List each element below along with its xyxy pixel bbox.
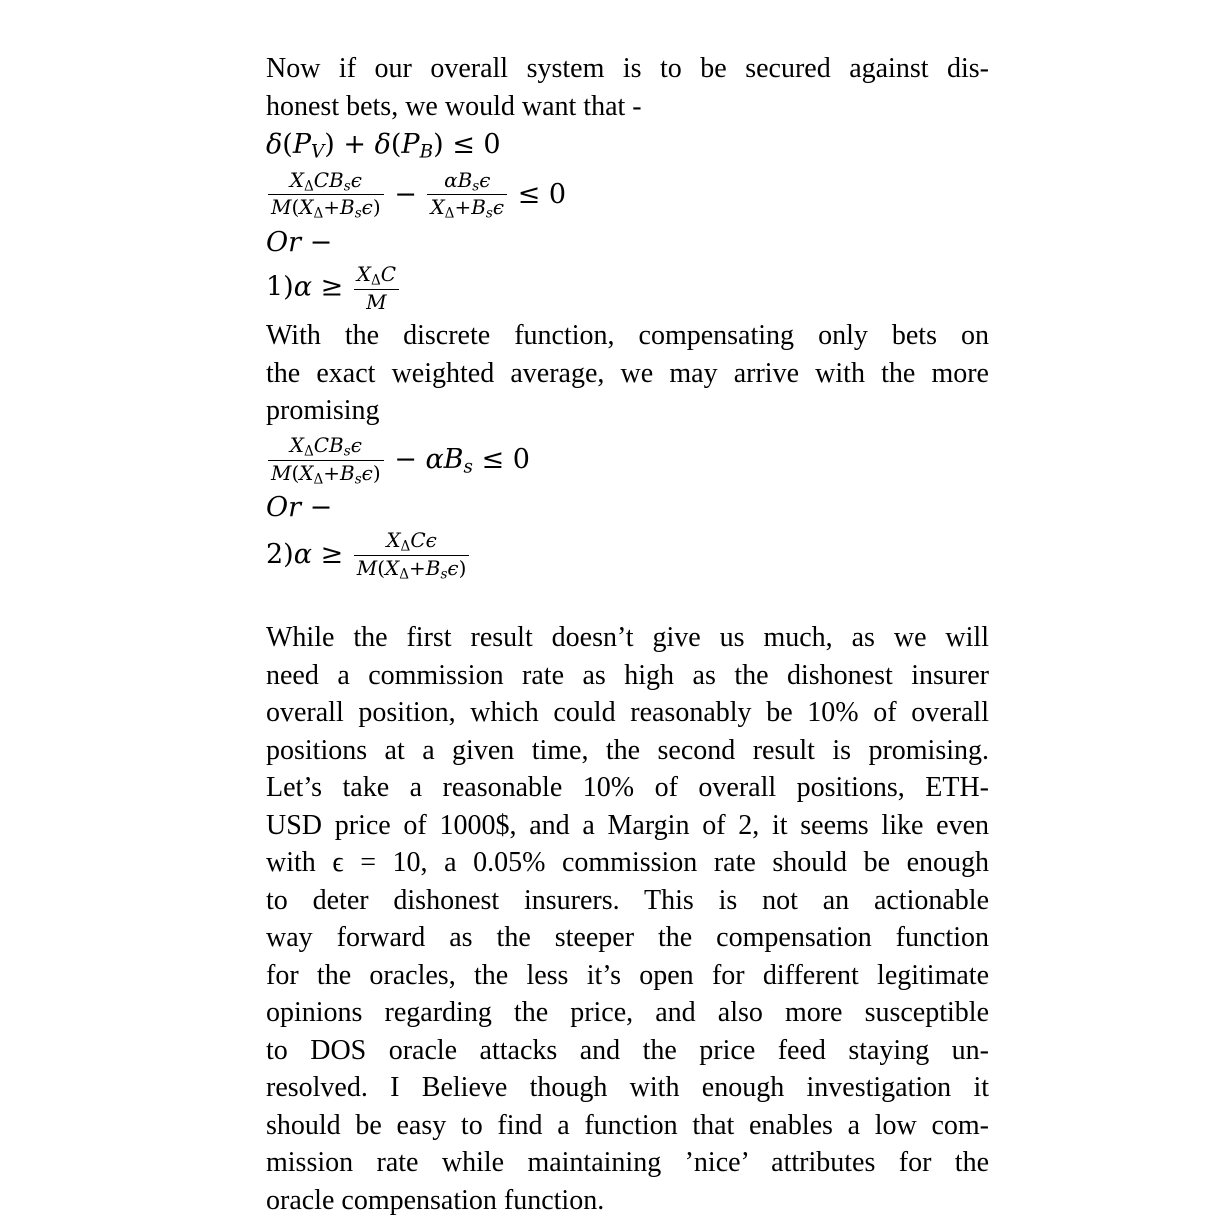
math-run: − bbox=[301, 226, 333, 258]
formula-block bbox=[266, 128, 989, 314]
fraction bbox=[354, 529, 470, 582]
math-run: ( bbox=[390, 129, 402, 160]
math-run: + bbox=[454, 195, 472, 220]
math-run: − bbox=[385, 444, 426, 476]
math-run: CB bbox=[313, 432, 344, 457]
math-run: 2) bbox=[266, 539, 294, 571]
fraction-denominator bbox=[354, 555, 470, 583]
text-line: to deter dishonest insurers. This is not an actionable bbox=[266, 884, 989, 916]
math-subscript: s bbox=[463, 456, 473, 478]
math-run: ≤ 0 bbox=[472, 444, 530, 476]
text-line: for the oracles, the less it’s open for different legitimate bbox=[266, 959, 989, 991]
math-run: M bbox=[366, 290, 387, 315]
fraction bbox=[268, 434, 384, 487]
math-run: P bbox=[292, 129, 311, 160]
formula-line bbox=[266, 168, 989, 223]
math-subscript: Δ bbox=[313, 205, 324, 222]
math-subscript: Δ bbox=[303, 443, 314, 460]
math-run: + bbox=[323, 460, 341, 485]
math-run: Or bbox=[266, 492, 302, 524]
math-run: ( bbox=[377, 555, 385, 580]
math-subscript: s bbox=[472, 177, 480, 194]
math-subscript: Δ bbox=[399, 565, 410, 582]
text-line: need a commission rate as high as the dishonest insurer bbox=[266, 659, 989, 691]
math-run: Or bbox=[266, 226, 302, 258]
math-run: C bbox=[380, 262, 397, 287]
math-run: B bbox=[425, 555, 441, 580]
math-subscript: s bbox=[354, 470, 362, 487]
text-line: mission rate while maintaining ’nice’ attributes for the bbox=[266, 1147, 989, 1179]
text-column bbox=[266, 50, 989, 1219]
math-run: ϵ bbox=[479, 167, 491, 192]
math-run: B bbox=[340, 460, 355, 485]
math-subscript: Δ bbox=[313, 470, 324, 487]
math-run: M bbox=[271, 195, 292, 220]
text-line: With the discrete function, compensating only bets on bbox=[266, 320, 989, 352]
math-subscript: s bbox=[440, 565, 448, 582]
formula-line bbox=[266, 262, 989, 314]
fraction-numerator bbox=[354, 263, 399, 289]
math-subscript: s bbox=[343, 177, 351, 194]
math-subscript: Δ bbox=[303, 177, 314, 194]
math-run: X bbox=[299, 460, 314, 485]
math-run: ≥ bbox=[311, 271, 352, 303]
math-run: X bbox=[386, 527, 401, 552]
math-run: ( bbox=[282, 129, 293, 160]
math-run: − bbox=[301, 492, 333, 524]
math-run: ≤ 0 bbox=[509, 178, 567, 210]
math-run: ) bbox=[458, 555, 467, 580]
math-run: M bbox=[356, 555, 378, 580]
text-line: overall position, which could reasonably be 10% of overall bbox=[266, 697, 989, 729]
math-run: ϵ bbox=[492, 195, 505, 220]
math-run: CB bbox=[313, 167, 344, 192]
text-line: opinions regarding the price, and also more susceptible bbox=[266, 997, 989, 1029]
math-run: ) bbox=[433, 129, 444, 160]
math-subscript: Δ bbox=[370, 272, 381, 289]
math-run: ϵ bbox=[361, 195, 373, 220]
math-run: ) bbox=[324, 129, 335, 160]
math-run: ) bbox=[372, 195, 381, 220]
math-run: α bbox=[293, 539, 312, 571]
text-line: positions at a given time, the second result is promising. bbox=[266, 734, 989, 766]
math-run: αB bbox=[444, 167, 473, 192]
math-run: ϵ bbox=[361, 460, 373, 485]
fraction-numerator bbox=[354, 529, 470, 555]
fraction-numerator bbox=[268, 434, 384, 460]
math-run: X bbox=[289, 167, 304, 192]
math-run: X bbox=[385, 555, 400, 580]
math-run: P bbox=[401, 129, 420, 160]
math-run: X bbox=[289, 432, 304, 457]
text-line: way forward as the steeper the compensation function bbox=[266, 922, 989, 954]
math-run: ϵ bbox=[350, 167, 362, 192]
math-run: + bbox=[334, 129, 375, 160]
math-run: X bbox=[356, 262, 371, 287]
math-run: + bbox=[409, 555, 426, 580]
formula-line bbox=[266, 528, 989, 583]
math-subscript: s bbox=[343, 443, 351, 460]
math-run: ϵ bbox=[350, 432, 362, 457]
math-run: ≥ bbox=[311, 539, 352, 571]
fraction-numerator bbox=[427, 169, 507, 195]
fraction-denominator bbox=[427, 194, 507, 222]
fraction-denominator bbox=[268, 460, 384, 488]
math-run: M bbox=[271, 460, 292, 485]
math-run: δ bbox=[374, 129, 391, 160]
math-run: C bbox=[410, 527, 426, 552]
text-line: honest bets, we would want that - bbox=[266, 90, 642, 122]
math-run: + bbox=[323, 195, 341, 220]
math-run: ϵ bbox=[447, 555, 459, 580]
text-line: to DOS oracle attacks and the price feed staying un- bbox=[266, 1034, 989, 1066]
text-line: oracle compensation function. bbox=[266, 1184, 605, 1216]
formula-block bbox=[266, 433, 989, 583]
math-run: B bbox=[340, 195, 355, 220]
math-run: ( bbox=[291, 460, 300, 485]
text-line: resolved. I Believe though with enough investigation it bbox=[266, 1072, 989, 1104]
math-subscript: s bbox=[485, 205, 493, 222]
fraction bbox=[354, 263, 399, 313]
math-run: B bbox=[471, 195, 486, 220]
paragraph bbox=[266, 619, 989, 1219]
math-run: ) bbox=[372, 460, 381, 485]
fraction-numerator bbox=[268, 169, 384, 195]
text-line: Now if our overall system is to be secured against dis- bbox=[266, 53, 989, 84]
text-line: the exact weighted average, we may arrive with the more bbox=[266, 357, 989, 389]
formula-line bbox=[266, 491, 989, 525]
math-run: X bbox=[430, 195, 445, 220]
fraction bbox=[427, 169, 507, 222]
math-run: ϵ bbox=[425, 527, 437, 552]
math-subscript: Δ bbox=[444, 205, 455, 222]
math-run: − bbox=[385, 178, 426, 210]
text-line: USD price of 1000$, and a Margin of 2, it seems like even bbox=[266, 809, 989, 841]
fraction bbox=[268, 169, 384, 222]
math-run: αB bbox=[425, 444, 464, 476]
paragraph bbox=[266, 317, 989, 430]
math-run: ≤ 0 bbox=[443, 129, 501, 160]
math-run: α bbox=[293, 271, 312, 303]
math-run: 1) bbox=[266, 271, 294, 303]
fraction-denominator bbox=[354, 289, 399, 313]
text-line: Let’s take a reasonable 10% of overall positions, ETH- bbox=[266, 772, 989, 804]
text-line: promising bbox=[266, 395, 380, 427]
math-subscript: Δ bbox=[400, 538, 411, 555]
formula-line bbox=[266, 226, 989, 260]
paragraph bbox=[266, 50, 989, 125]
formula-line bbox=[266, 128, 989, 165]
math-subscript: s bbox=[354, 205, 362, 222]
formula-line bbox=[266, 433, 989, 488]
text-line: While the first result doesn’t give us much, as we will bbox=[266, 622, 989, 654]
math-run: δ bbox=[266, 129, 283, 160]
math-subscript: B bbox=[419, 141, 434, 163]
math-run: X bbox=[299, 195, 314, 220]
text-line: with ϵ = 10, a 0.05% commission rate should be enough bbox=[266, 847, 989, 879]
math-subscript: V bbox=[310, 141, 325, 163]
math-run: ( bbox=[291, 195, 300, 220]
text-line: should be easy to find a function that enables a low com- bbox=[266, 1109, 989, 1141]
fraction-denominator bbox=[268, 194, 384, 222]
